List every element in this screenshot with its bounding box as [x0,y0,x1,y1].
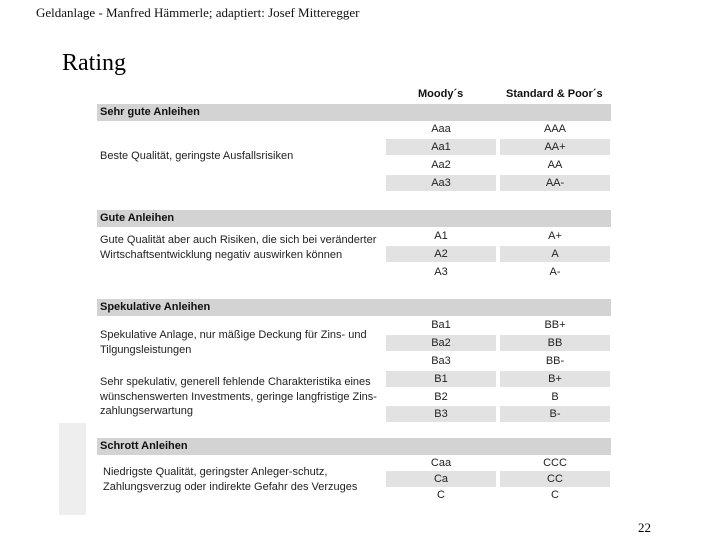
rating-moodys: Ba3 [431,355,451,367]
rating-moodys: Aa1 [386,139,496,155]
description-beste: Beste Qualität, geringste Ausfallsrisiken [100,150,294,162]
rating-moodys: A2 [386,246,496,262]
rating-moodys: A3 [434,266,448,278]
rating-sp: BB+ [544,319,566,331]
description-schrott: Niedrigste Qualität, geringster Anleger-schutz, Zahlungsverzug oder indirekte Gefahr des Verzuges [103,466,358,493]
rating-sp: A- [549,266,561,278]
rating-sp: CCC [543,457,567,469]
rating-moodys: B1 [386,371,496,387]
column-header-moodys: Moody´s [418,88,464,100]
rating-sp: BB [500,335,610,351]
rating-moodys: A1 [434,230,448,242]
slide-title: Rating [62,50,126,76]
rating-sp: CC [500,471,610,487]
description-sehr-spekulativ: Sehr spekulativ, generell fehlende Charakteristika eines wünschenswerten Investments, geringe langfristige Zins-zahlungserwartung [100,376,377,417]
side-decoration-bar [59,423,86,515]
rating-moodys: Aa3 [386,175,496,191]
rating-sp: AA [547,159,563,171]
rating-sp: AAA [543,123,566,135]
rating-moodys: Ba2 [386,335,496,351]
rating-sp: B- [500,406,610,422]
column-header-sp: Standard & Poor´s [506,88,603,100]
category-schrott: Schrott Anleihen [97,438,611,455]
description-spekulativ: Spekulative Anlage, nur mäßige Deckung für Zins- und Tilgungsleistungen [100,329,367,356]
rating-sp: A+ [548,230,562,242]
category-spekulative: Spekulative Anleihen [97,299,611,316]
category-gute: Gute Anleihen [97,210,611,227]
rating-moodys: Ba1 [431,319,451,331]
rating-moodys: B2 [434,391,448,403]
category-sehr-gute: Sehr gute Anleihen [97,104,611,121]
rating-moodys: Caa [430,457,452,469]
rating-sp: AA- [500,175,610,191]
page-number: 22 [638,520,651,535]
rating-moodys: Aa2 [431,159,451,171]
rating-sp: B [551,391,559,403]
rating-moodys: Aaa [431,123,451,135]
description-gute: Gute Qualität aber auch Risiken, die sich bei veränderter Wirtschaftsentwicklung negativ auswirken können [100,234,377,261]
rating-sp: B+ [500,371,610,387]
rating-sp: AA+ [500,139,610,155]
rating-sp: BB- [545,355,565,367]
rating-sp: A [500,246,610,262]
header-text: Geldanlage - Manfred Hämmerle; adaptiert: Josef Mitteregger [36,5,360,20]
rating-moodys: B3 [386,406,496,422]
rating-moodys: Ca [386,471,496,487]
rating-sp: C [551,489,559,501]
rating-moodys: C [437,489,445,501]
